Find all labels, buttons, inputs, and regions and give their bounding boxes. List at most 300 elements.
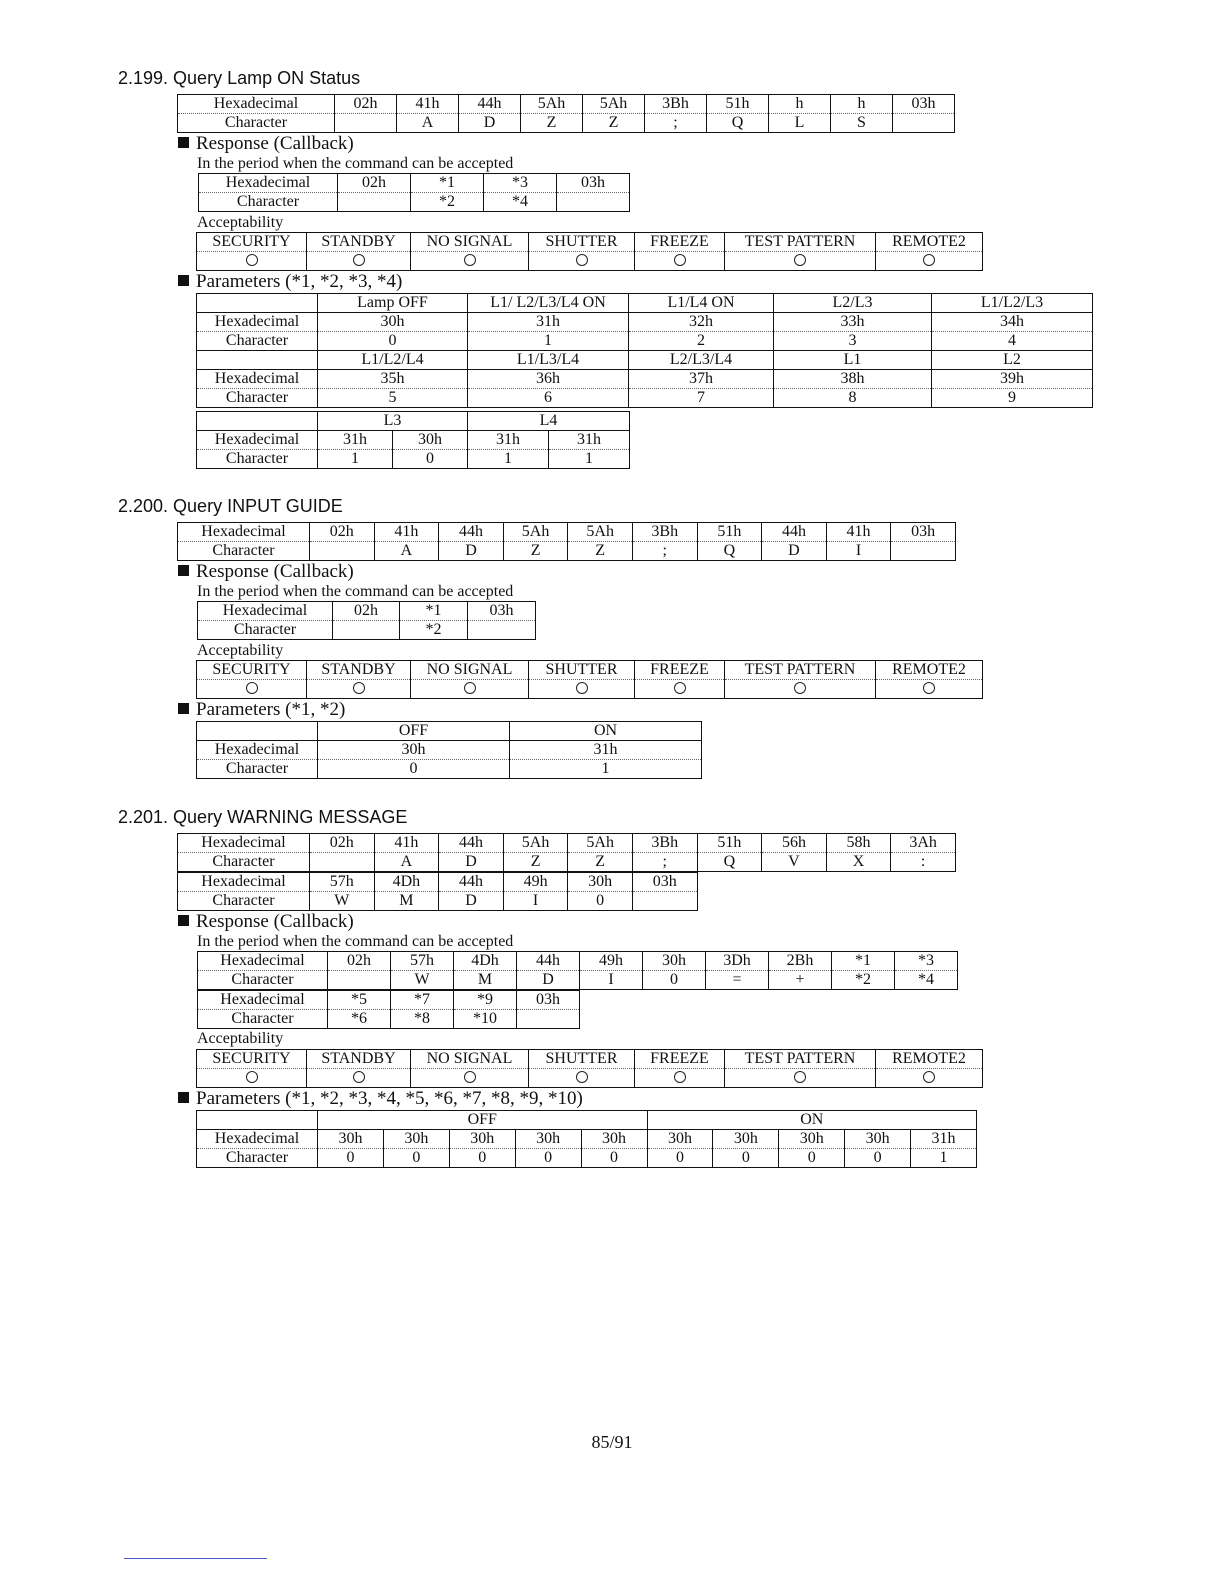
accept-header: REMOTE2 [876, 1050, 983, 1069]
resp-cell [328, 971, 391, 990]
param-cell: 5 [318, 389, 468, 408]
param-cell: L3 [318, 412, 468, 431]
param-cell: 30h [647, 1130, 713, 1149]
cmd-cell: 5Ah [503, 834, 568, 853]
param-cell: 6 [468, 389, 629, 408]
cmd-cell: D [439, 853, 504, 872]
accept-mark [725, 680, 876, 699]
cmd-cell: 44h [439, 873, 504, 892]
accept-header: SHUTTER [529, 1050, 635, 1069]
acceptability-table-2-200 [196, 660, 983, 699]
param-cell: 3 [774, 332, 932, 351]
cmd-cell: ; [645, 114, 707, 133]
cmd-cell: 44h [439, 523, 504, 542]
cmd-cell [335, 114, 397, 133]
cmd-cell: 41h [397, 95, 459, 114]
cmd-cell: Hexadecimal [178, 523, 310, 542]
accept-header: FREEZE [635, 1050, 725, 1069]
parameters-heading: Parameters (*1, *2, *3, *4) [178, 272, 402, 292]
cmd-cell: 5Ah [503, 523, 568, 542]
accept-mark [197, 252, 307, 271]
param-cell: Hexadecimal [197, 313, 318, 332]
accept-mark [635, 1069, 725, 1088]
cmd-cell: Z [583, 114, 645, 133]
cmd-cell: W [310, 892, 375, 911]
period-note: In the period when the command can be accepted [197, 583, 514, 600]
accept-mark [411, 252, 529, 271]
param-cell [197, 351, 318, 370]
param-cell: OFF [318, 1111, 648, 1130]
cmd-cell: 3Bh [632, 523, 697, 542]
cmd-cell: D [762, 542, 827, 561]
cmd-cell: 0 [568, 892, 633, 911]
cmd-cell: X [826, 853, 891, 872]
cmd-cell: 51h [697, 834, 762, 853]
circle-mark-icon [576, 1071, 588, 1083]
cmd-cell: 3Bh [645, 95, 707, 114]
resp-cell: *3 [484, 174, 557, 193]
param-cell: 0 [713, 1149, 779, 1168]
parameters-heading: Parameters (*1, *2) [178, 700, 345, 720]
response-heading: Response (Callback) [178, 562, 354, 582]
param-cell: 30h [318, 313, 468, 332]
cmd-cell: ; [632, 542, 697, 561]
param-cell: 34h [932, 313, 1093, 332]
circle-mark-icon [923, 1071, 935, 1083]
resp-cell: *9 [454, 991, 517, 1010]
resp-cell: *1 [832, 952, 895, 971]
cmd-cell: L [769, 114, 831, 133]
resp-cell: M [454, 971, 517, 990]
accept-header: FREEZE [635, 233, 725, 252]
resp-cell: *7 [391, 991, 454, 1010]
accept-mark [529, 1069, 635, 1088]
cmd-cell: 51h [697, 523, 762, 542]
resp-cell: 02h [338, 174, 411, 193]
accept-mark [725, 1069, 876, 1088]
cmd-cell: I [826, 542, 891, 561]
cmd-cell: 5Ah [583, 95, 645, 114]
resp-cell: *1 [411, 174, 484, 193]
resp-cell: Character [199, 193, 338, 212]
param-cell: 9 [932, 389, 1093, 408]
accept-header: TEST PATTERN [725, 661, 876, 680]
resp-cell: *5 [328, 991, 391, 1010]
cmd-cell: D [439, 892, 504, 911]
circle-mark-icon [576, 682, 588, 694]
param-cell: Lamp OFF [318, 294, 468, 313]
param-cell: 30h [515, 1130, 581, 1149]
circle-mark-icon [464, 1071, 476, 1083]
bullet-square-icon [178, 137, 189, 148]
param-cell: L4 [468, 412, 630, 431]
param-cell: 0 [318, 332, 468, 351]
param-cell: 30h [713, 1130, 779, 1149]
accept-header: NO SIGNAL [411, 233, 529, 252]
circle-mark-icon [674, 254, 686, 266]
accept-header: STANDBY [307, 661, 411, 680]
accept-header: SECURITY [197, 233, 307, 252]
cmd-cell: 3Bh [632, 834, 697, 853]
cmd-cell: 02h [310, 834, 375, 853]
param-cell: 31h [911, 1130, 977, 1149]
cmd-cell: h [831, 95, 893, 114]
resp-cell: Character [198, 621, 333, 640]
resp-cell: 49h [580, 952, 643, 971]
cmd-cell: 4Dh [374, 873, 439, 892]
accept-header: STANDBY [307, 233, 411, 252]
cmd-cell: h [769, 95, 831, 114]
param-cell: L1 [774, 351, 932, 370]
param-cell [197, 722, 318, 741]
param-cell: 1 [549, 450, 630, 469]
cmd-cell: Character [178, 542, 310, 561]
param-cell: 1 [510, 760, 702, 779]
param-cell: L2/L3 [774, 294, 932, 313]
resp-cell: 30h [643, 952, 706, 971]
param-cell: 31h [318, 431, 393, 450]
cmd-cell: 44h [439, 834, 504, 853]
cmd-cell: Z [568, 853, 633, 872]
accept-mark [725, 252, 876, 271]
param-cell: 36h [468, 370, 629, 389]
accept-mark [307, 1069, 411, 1088]
cmd-cell: 41h [374, 523, 439, 542]
param-cell: 0 [318, 760, 510, 779]
accept-header: NO SIGNAL [411, 661, 529, 680]
resp-cell: Hexadecimal [198, 991, 328, 1010]
circle-mark-icon [246, 254, 258, 266]
param-cell: Hexadecimal [197, 741, 318, 760]
accept-mark [876, 680, 983, 699]
param-cell: 30h [449, 1130, 515, 1149]
resp-cell: Character [198, 971, 328, 990]
accept-header: REMOTE2 [876, 661, 983, 680]
accept-mark [307, 252, 411, 271]
accept-header: TEST PATTERN [725, 1050, 876, 1069]
param-cell: 1 [318, 450, 393, 469]
param-cell: L1/ L2/L3/L4 ON [468, 294, 629, 313]
cmd-cell: S [831, 114, 893, 133]
param-cell: 0 [318, 1149, 384, 1168]
resp-cell: D [517, 971, 580, 990]
period-note: In the period when the command can be accepted [197, 155, 514, 172]
resp-cell: 4Dh [454, 952, 517, 971]
cmd-cell: Character [178, 853, 310, 872]
param-cell: 37h [629, 370, 774, 389]
cmd-cell: 03h [632, 873, 697, 892]
cmd-cell: 57h [310, 873, 375, 892]
section-title-2-199: 2.199. Query Lamp ON Status [118, 68, 361, 88]
param-cell: 0 [647, 1149, 713, 1168]
circle-mark-icon [464, 254, 476, 266]
accept-header: FREEZE [635, 661, 725, 680]
cmd-cell: Hexadecimal [178, 834, 310, 853]
accept-header: REMOTE2 [876, 233, 983, 252]
cmd-cell: Q [697, 542, 762, 561]
param-cell: Character [197, 389, 318, 408]
cmd-cell: Character [178, 892, 310, 911]
resp-cell: = [706, 971, 769, 990]
circle-mark-icon [674, 682, 686, 694]
accept-header: STANDBY [307, 1050, 411, 1069]
resp-cell: 03h [468, 602, 536, 621]
circle-mark-icon [674, 1071, 686, 1083]
param-cell: OFF [318, 722, 510, 741]
param-cell: L2 [932, 351, 1093, 370]
accept-mark [529, 252, 635, 271]
acceptability-table-2-201 [196, 1049, 983, 1088]
param-cell: 4 [932, 332, 1093, 351]
circle-mark-icon [794, 682, 806, 694]
acceptability-label: Acceptability [197, 1030, 284, 1047]
cmd-cell: A [374, 542, 439, 561]
cmd-cell: I [503, 892, 568, 911]
cmd-cell: Q [707, 114, 769, 133]
resp-cell [468, 621, 536, 640]
param-cell: ON [647, 1111, 977, 1130]
cmd-cell: 49h [503, 873, 568, 892]
circle-mark-icon [246, 1071, 258, 1083]
param-cell [197, 294, 318, 313]
circle-mark-icon [353, 1071, 365, 1083]
parameters-table-2-201 [196, 1110, 977, 1168]
resp-cell: *6 [328, 1010, 391, 1029]
param-cell: Hexadecimal [197, 431, 318, 450]
accept-mark [876, 1069, 983, 1088]
param-cell: ON [510, 722, 702, 741]
cmd-cell: 5Ah [521, 95, 583, 114]
cmd-cell [891, 542, 956, 561]
resp-cell: 57h [391, 952, 454, 971]
command-table-2-201-b [177, 872, 698, 911]
param-cell: 1 [911, 1149, 977, 1168]
param-cell: Character [197, 1149, 318, 1168]
cmd-cell: Hexadecimal [178, 873, 310, 892]
cmd-cell: D [459, 114, 521, 133]
param-cell: 0 [845, 1149, 911, 1168]
footer-divider [124, 1558, 267, 1559]
accept-mark [876, 252, 983, 271]
resp-cell: *4 [895, 971, 958, 990]
accept-mark [529, 680, 635, 699]
accept-header: NO SIGNAL [411, 1050, 529, 1069]
cmd-cell: ; [632, 853, 697, 872]
param-cell: Character [197, 760, 318, 779]
param-cell: L1/L2/L3 [932, 294, 1093, 313]
command-table-2-199 [177, 94, 955, 133]
accept-mark [411, 1069, 529, 1088]
cmd-cell: Character [178, 114, 335, 133]
page-number: 85/91 [591, 1432, 633, 1452]
resp-cell: + [769, 971, 832, 990]
accept-mark [197, 680, 307, 699]
parameters-heading: Parameters (*1, *2, *3, *4, *5, *6, *7, *8, *9, *10) [178, 1089, 583, 1109]
response-table-2-199 [198, 173, 630, 212]
circle-mark-icon [923, 682, 935, 694]
resp-cell: Hexadecimal [198, 952, 328, 971]
param-cell: Hexadecimal [197, 1130, 318, 1149]
parameters-table-2-199-b [196, 411, 630, 469]
accept-header: SECURITY [197, 1050, 307, 1069]
command-table-2-200 [177, 522, 956, 561]
response-table-2-201-b [197, 990, 580, 1029]
accept-header: SHUTTER [529, 233, 635, 252]
circle-mark-icon [794, 254, 806, 266]
bullet-square-icon [178, 275, 189, 286]
response-table-2-201 [197, 951, 958, 990]
bullet-square-icon [178, 703, 189, 714]
resp-cell: *1 [400, 602, 468, 621]
param-cell [197, 412, 318, 431]
cmd-cell: 03h [893, 95, 955, 114]
resp-cell: 0 [643, 971, 706, 990]
circle-mark-icon [353, 682, 365, 694]
cmd-cell [310, 542, 375, 561]
param-cell: 0 [515, 1149, 581, 1168]
bullet-square-icon [178, 1092, 189, 1103]
resp-cell: *2 [832, 971, 895, 990]
resp-cell: *2 [400, 621, 468, 640]
resp-cell: *8 [391, 1010, 454, 1029]
param-cell: 31h [549, 431, 630, 450]
cmd-cell: 5Ah [568, 523, 633, 542]
param-cell: 30h [318, 1130, 384, 1149]
param-cell: 30h [779, 1130, 845, 1149]
accept-mark [635, 252, 725, 271]
cmd-cell: V [762, 853, 827, 872]
cmd-cell: 03h [891, 523, 956, 542]
param-cell: 0 [449, 1149, 515, 1168]
resp-cell: *3 [895, 952, 958, 971]
cmd-cell: 44h [459, 95, 521, 114]
acceptability-table-2-199 [196, 232, 983, 271]
cmd-cell: 02h [310, 523, 375, 542]
resp-cell: *2 [411, 193, 484, 212]
param-cell: Character [197, 450, 318, 469]
resp-cell: Character [198, 1010, 328, 1029]
param-cell: Hexadecimal [197, 370, 318, 389]
cmd-cell: 30h [568, 873, 633, 892]
param-cell: 33h [774, 313, 932, 332]
circle-mark-icon [923, 254, 935, 266]
param-cell: 30h [581, 1130, 647, 1149]
circle-mark-icon [464, 682, 476, 694]
response-heading: Response (Callback) [178, 134, 354, 154]
cmd-cell: Hexadecimal [178, 95, 335, 114]
param-cell: 30h [845, 1130, 911, 1149]
accept-mark [635, 680, 725, 699]
circle-mark-icon [576, 254, 588, 266]
cmd-cell: 3Ah [891, 834, 956, 853]
resp-cell: Hexadecimal [198, 602, 333, 621]
section-title-2-201: 2.201. Query WARNING MESSAGE [118, 807, 408, 827]
cmd-cell: Z [521, 114, 583, 133]
cmd-cell [310, 853, 375, 872]
param-cell: 1 [468, 332, 629, 351]
param-cell: 1 [468, 450, 549, 469]
resp-cell: Hexadecimal [199, 174, 338, 193]
accept-mark [197, 1069, 307, 1088]
param-cell: L1/L3/L4 [468, 351, 629, 370]
cmd-cell: 58h [826, 834, 891, 853]
param-cell: 7 [629, 389, 774, 408]
param-cell: 2 [629, 332, 774, 351]
resp-cell: 44h [517, 952, 580, 971]
cmd-cell: Z [503, 853, 568, 872]
cmd-cell: : [891, 853, 956, 872]
cmd-cell: 41h [826, 523, 891, 542]
section-title-2-200: 2.200. Query INPUT GUIDE [118, 496, 343, 516]
command-table-2-201 [177, 833, 956, 872]
cmd-cell: 5Ah [568, 834, 633, 853]
cmd-cell: 41h [374, 834, 439, 853]
resp-cell: 03h [517, 991, 580, 1010]
bullet-square-icon [178, 915, 189, 926]
accept-header: SHUTTER [529, 661, 635, 680]
acceptability-label: Acceptability [197, 214, 284, 231]
cmd-cell: A [397, 114, 459, 133]
accept-header: TEST PATTERN [725, 233, 876, 252]
resp-cell: *10 [454, 1010, 517, 1029]
param-cell: 0 [383, 1149, 449, 1168]
parameters-table-2-199 [196, 293, 1093, 408]
param-cell: L1/L2/L4 [318, 351, 468, 370]
response-heading: Response (Callback) [178, 912, 354, 932]
param-cell: 32h [629, 313, 774, 332]
param-cell: 38h [774, 370, 932, 389]
param-cell: L1/L4 ON [629, 294, 774, 313]
param-cell: 30h [318, 741, 510, 760]
cmd-cell [893, 114, 955, 133]
resp-cell: W [391, 971, 454, 990]
cmd-cell: Q [697, 853, 762, 872]
param-cell: 35h [318, 370, 468, 389]
period-note: In the period when the command can be accepted [197, 933, 514, 950]
param-cell: 0 [393, 450, 468, 469]
cmd-cell: 51h [707, 95, 769, 114]
resp-cell: 02h [333, 602, 400, 621]
resp-cell: I [580, 971, 643, 990]
accept-header: SECURITY [197, 661, 307, 680]
cmd-cell: Z [568, 542, 633, 561]
resp-cell [557, 193, 630, 212]
resp-cell [333, 621, 400, 640]
param-cell: 0 [779, 1149, 845, 1168]
param-cell: 31h [468, 431, 549, 450]
param-cell: 30h [393, 431, 468, 450]
param-cell [197, 1111, 318, 1130]
bullet-square-icon [178, 565, 189, 576]
param-cell: 31h [510, 741, 702, 760]
param-cell: 8 [774, 389, 932, 408]
accept-mark [411, 680, 529, 699]
resp-cell: 03h [557, 174, 630, 193]
cmd-cell: M [374, 892, 439, 911]
param-cell: Character [197, 332, 318, 351]
circle-mark-icon [246, 682, 258, 694]
param-cell: L2/L3/L4 [629, 351, 774, 370]
cmd-cell [632, 892, 697, 911]
cmd-cell: Z [503, 542, 568, 561]
cmd-cell: 02h [335, 95, 397, 114]
param-cell: 39h [932, 370, 1093, 389]
resp-cell: 3Dh [706, 952, 769, 971]
param-cell: 31h [468, 313, 629, 332]
circle-mark-icon [353, 254, 365, 266]
param-cell: 30h [383, 1130, 449, 1149]
circle-mark-icon [794, 1071, 806, 1083]
